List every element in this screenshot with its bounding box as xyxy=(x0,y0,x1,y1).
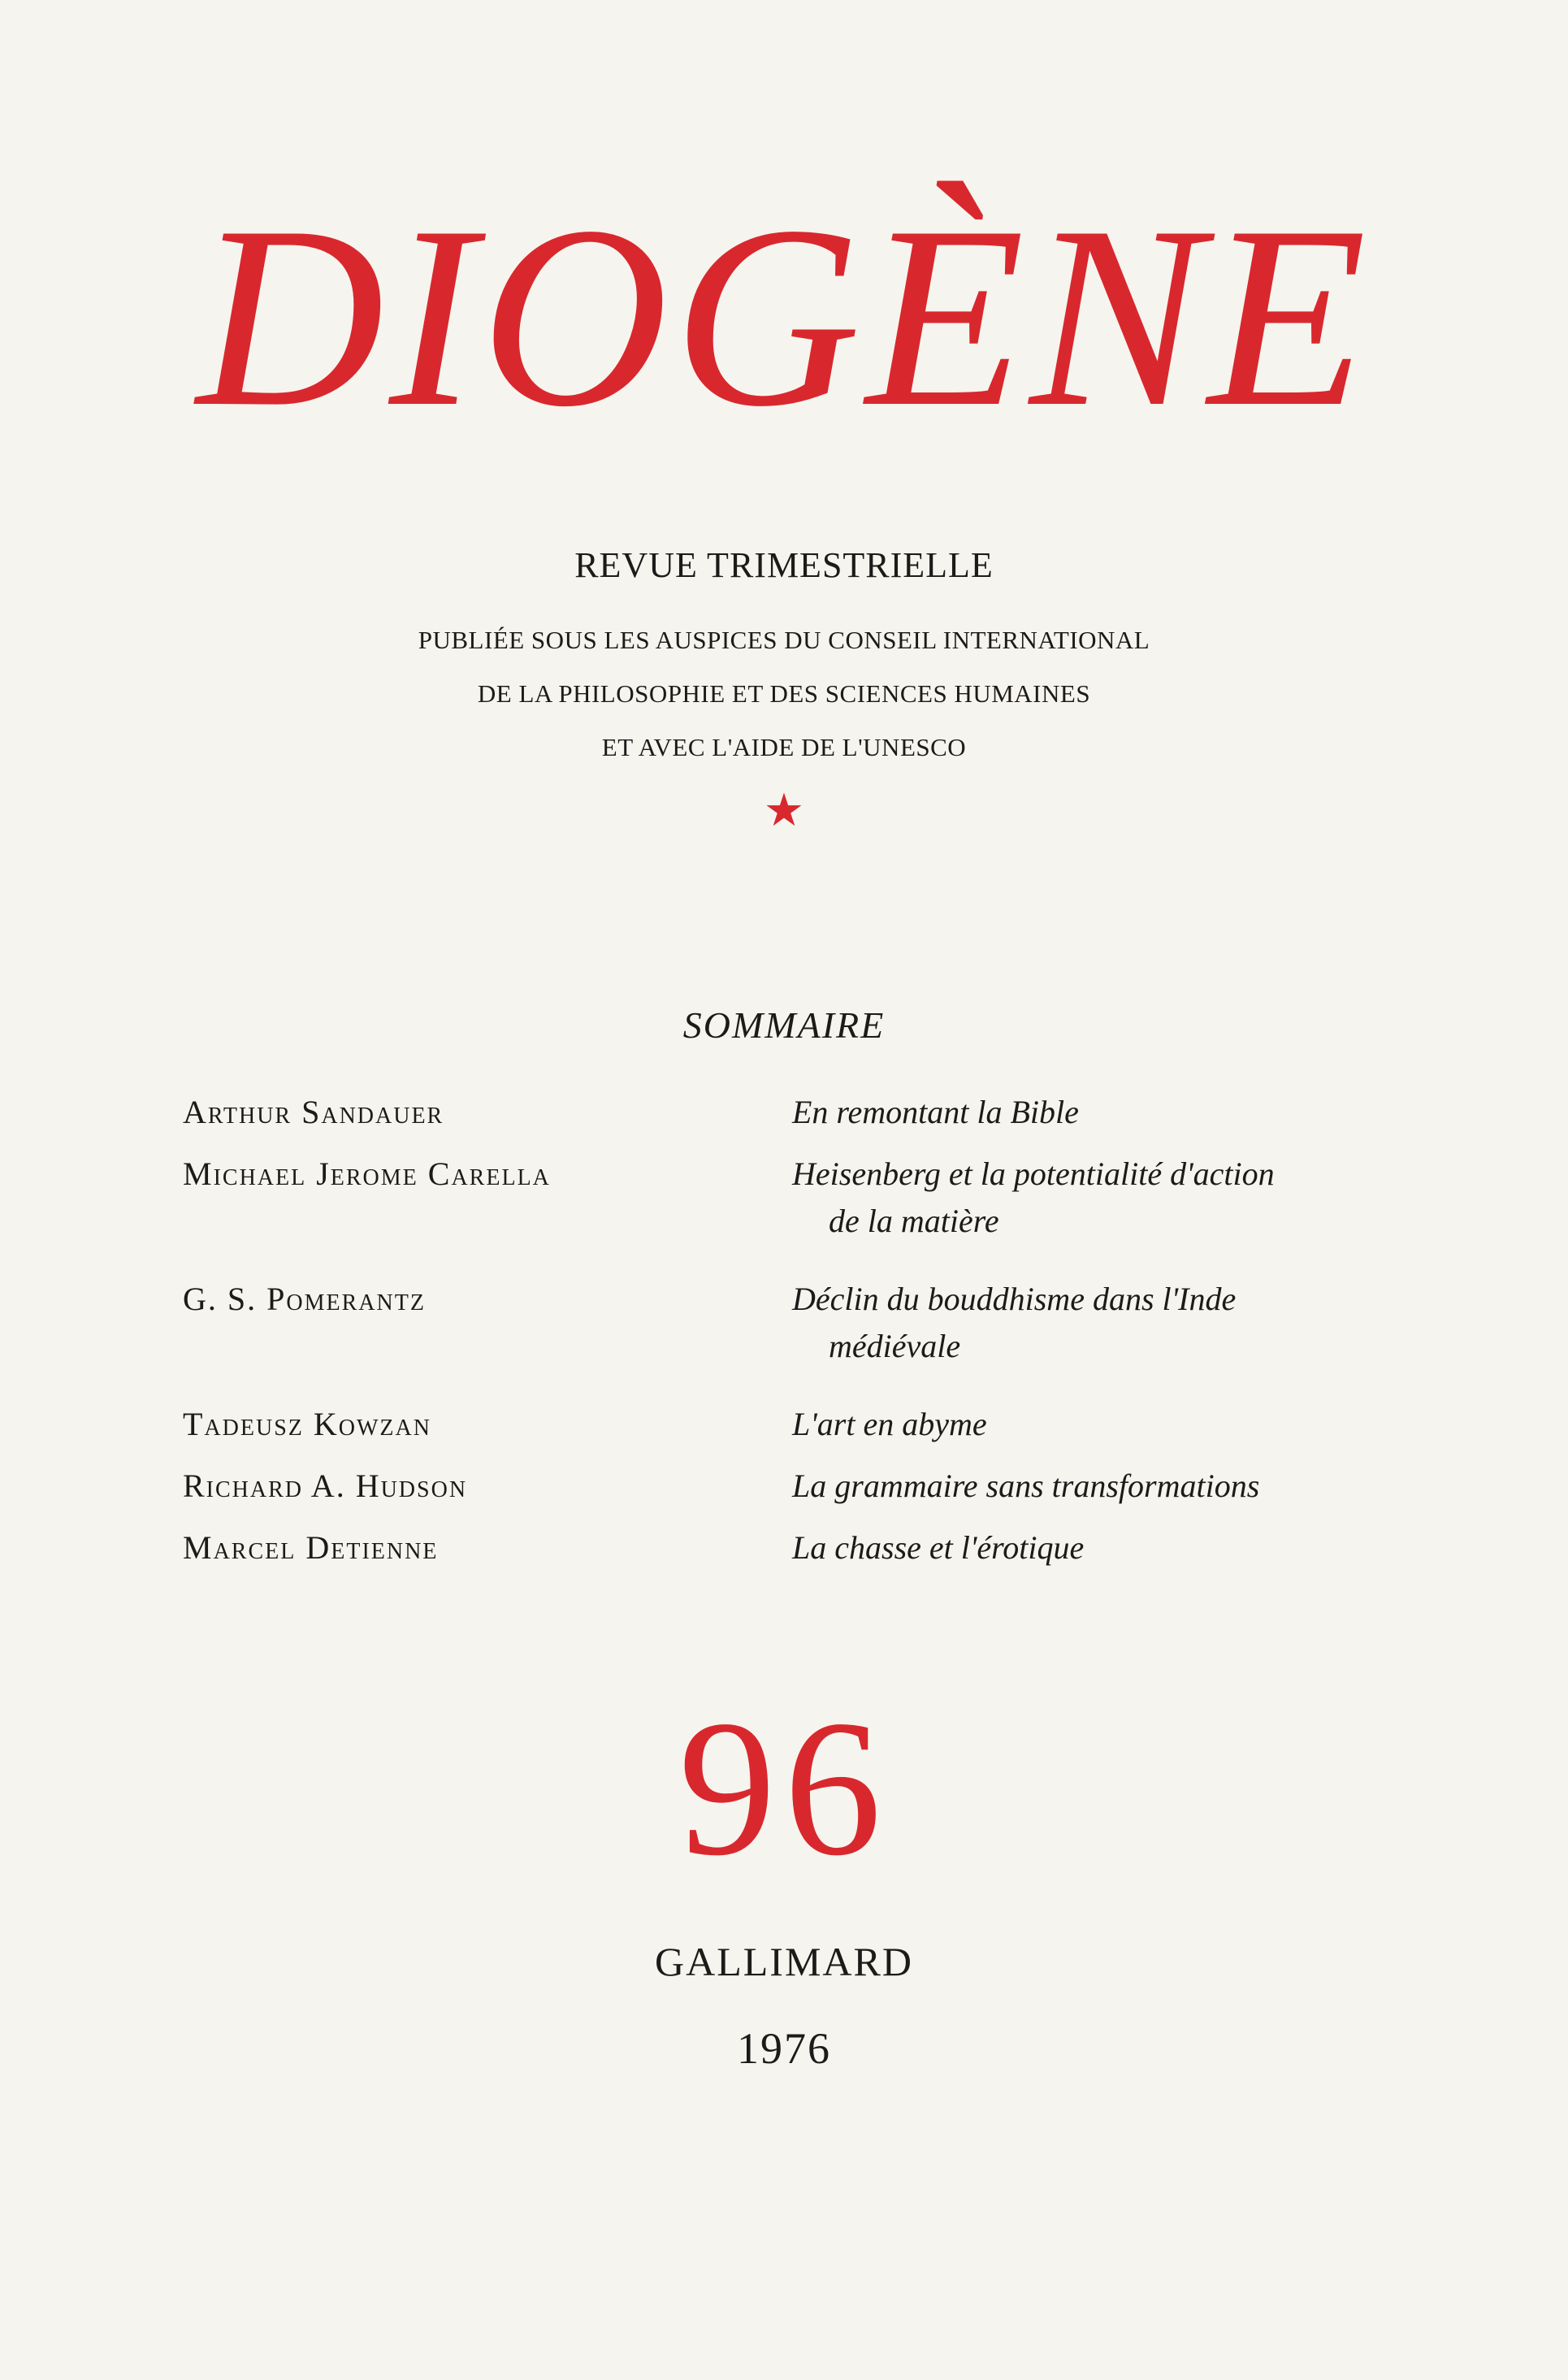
toc-author: Marcel Detienne xyxy=(183,1529,439,1566)
toc-author: Arthur Sandauer xyxy=(183,1094,444,1130)
toc-article-title xyxy=(792,1089,1336,1136)
toc-title-line: La chasse et l'érotique xyxy=(792,1529,1085,1566)
journal-subtitle: REVUE TRIMESTRIELLE xyxy=(574,545,994,585)
issue-number: 96 xyxy=(678,1680,890,1896)
toc-entry xyxy=(183,1276,1336,1370)
publisher-name: GALLIMARD xyxy=(655,1939,913,1984)
toc-article-title xyxy=(792,1524,1336,1571)
publication-year: 1976 xyxy=(737,2024,831,2073)
toc-article-title xyxy=(792,1151,1336,1245)
auspices-line: ET AVEC L'AIDE DE L'UNESCO xyxy=(601,733,967,761)
auspices-line: PUBLIÉE SOUS LES AUSPICES DU CONSEIL INTERNATIONAL xyxy=(418,626,1150,654)
toc-title-line: En remontant la Bible xyxy=(792,1094,1079,1130)
toc-title-line: de la matière xyxy=(829,1203,999,1239)
toc-title-line: La grammaire sans transformations xyxy=(792,1467,1260,1504)
toc-author: Tadeusz Kowzan xyxy=(183,1406,431,1442)
toc-title-line: Heisenberg et la potentialité d'action xyxy=(792,1155,1275,1192)
toc-title-line: médiévale xyxy=(829,1328,961,1364)
toc-article-title xyxy=(792,1463,1336,1510)
auspices-block xyxy=(0,613,1568,774)
auspices-line: DE LA PHILOSOPHIE ET DES SCIENCES HUMAINES xyxy=(477,679,1091,708)
toc-author: Richard A. Hudson xyxy=(183,1467,468,1504)
toc-author: G. S. Pomerantz xyxy=(183,1281,426,1317)
toc-author: Michael Jerome Carella xyxy=(183,1155,551,1192)
toc-entry xyxy=(183,1401,1336,1448)
toc-article-title xyxy=(792,1276,1336,1370)
sommaire-heading: SOMMAIRE xyxy=(682,1004,886,1046)
toc-entry xyxy=(183,1463,1336,1510)
toc-entry xyxy=(183,1151,1336,1245)
toc-entry xyxy=(183,1524,1336,1571)
table-of-contents xyxy=(183,1089,1336,1571)
star-icon: ★ xyxy=(763,786,805,836)
toc-article-title xyxy=(792,1401,1336,1448)
toc-entry xyxy=(183,1089,1336,1136)
journal-title: DIOGÈNE xyxy=(196,173,1372,461)
toc-title-line: L'art en abyme xyxy=(792,1406,987,1442)
toc-title-line: Déclin du bouddhisme dans l'Inde xyxy=(792,1281,1237,1317)
